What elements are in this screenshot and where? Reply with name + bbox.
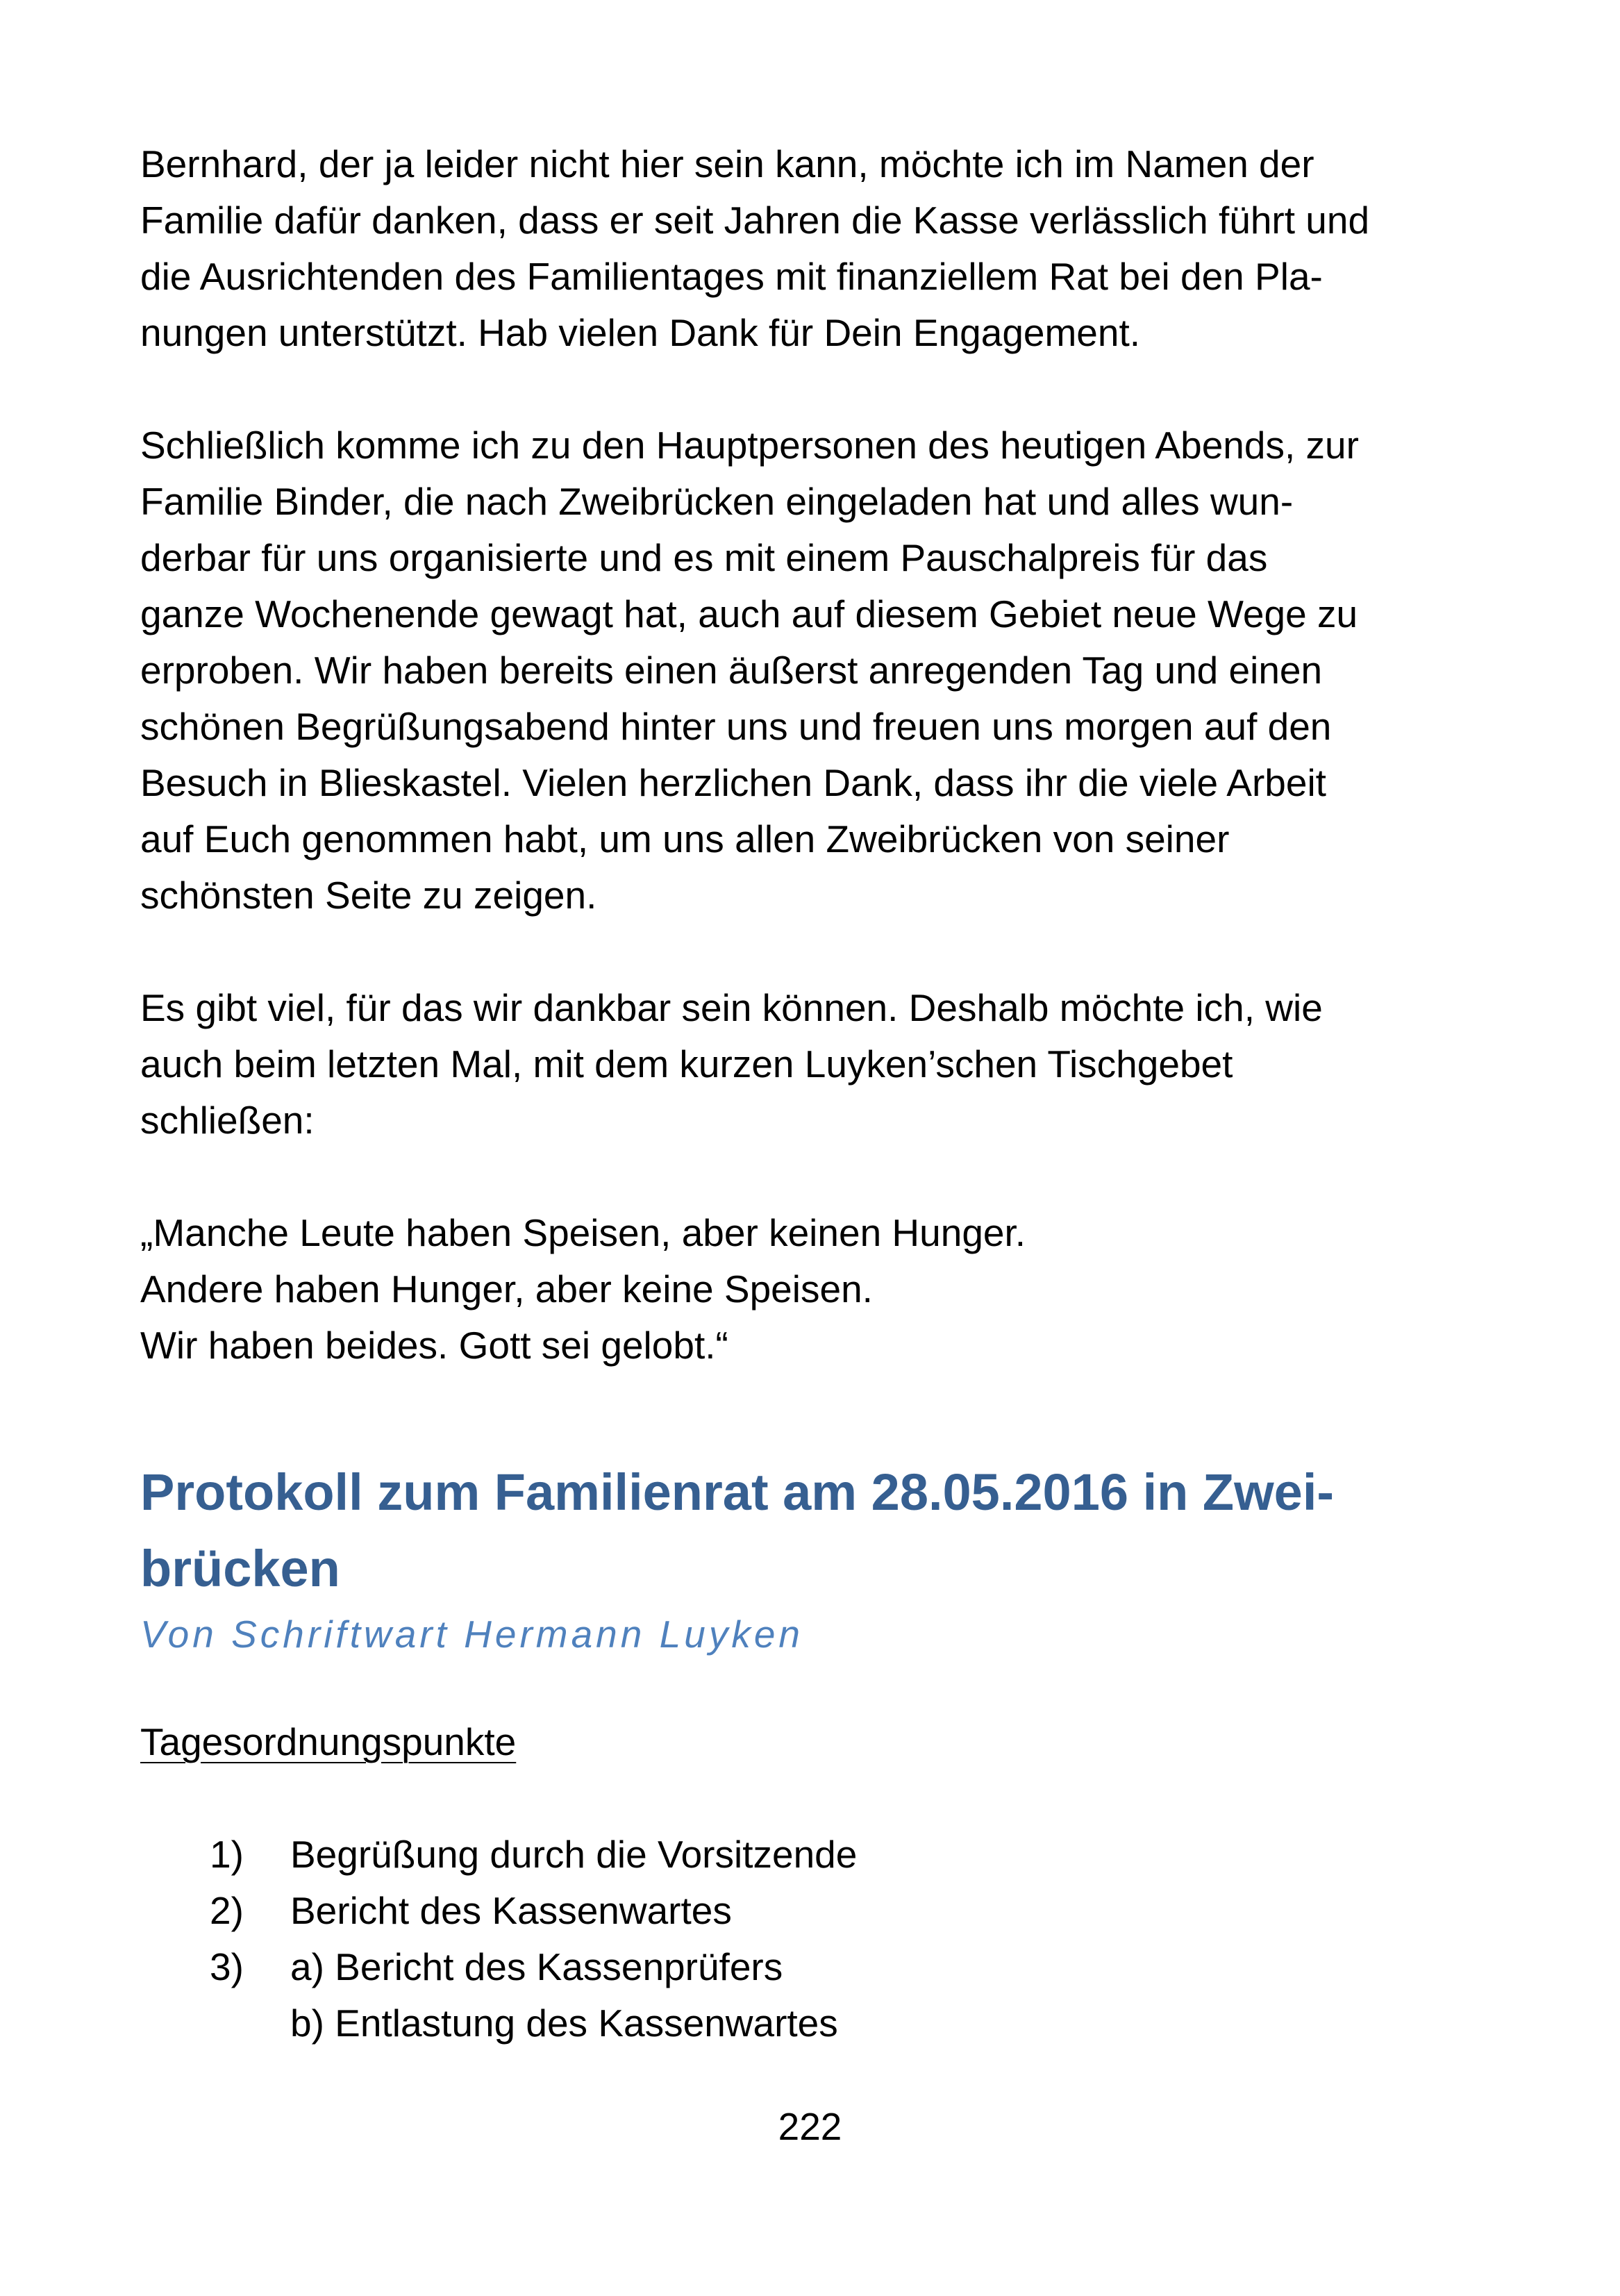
agenda-item-text: Begrüßung durch die Vorsitzende [290,1833,858,1876]
text-line: erproben. Wir haben bereits einen äußerst anregenden Tag und einen [140,649,1323,692]
text-line: Es gibt viel, für das wir dankbar sein können. Deshalb möchte ich, wie [140,986,1323,1029]
quote-line: Wir haben beides. Gott sei gelobt.“ [140,1324,728,1367]
text-line: Bernhard, der ja leider nicht hier sein kann, möchte ich im Namen der [140,142,1314,185]
agenda-item [140,1883,1494,1939]
agenda-item-number: 2) [210,1889,244,1932]
section-subtitle: Von Schriftwart Hermann Luyken [140,1613,803,1656]
table-prayer-quote [140,1205,1494,1374]
quote-line: Andere haben Hunger, aber keine Speisen. [140,1267,873,1311]
heading-line: Protokoll zum Familienrat am 28.05.2016 in Zwei- [140,1463,1335,1521]
paragraph-thanks-bernhard [140,136,1494,361]
quote-line: „Manche Leute haben Speisen, aber keinen Hunger. [140,1211,1026,1254]
text-line: Besuch in Blieskastel. Vielen herzlichen Dank, dass ihr die viele Arbeit [140,761,1326,804]
text-line: Familie dafür danken, dass er seit Jahren die Kasse verlässlich führt und [140,199,1370,242]
text-line: auch beim letzten Mal, mit dem kurzen Luyken’schen Tischgebet [140,1042,1233,1085]
text-line: ganze Wochenende gewagt hat, auch auf diesem Gebiet neue Wege zu [140,592,1358,635]
agenda-item-text: Bericht des Kassenwartes [290,1889,732,1932]
paragraph-thanks-binder [140,417,1494,924]
page-number: 222 [778,2105,842,2148]
section-heading [140,1454,1334,1607]
text-line: die Ausrichtenden des Familientages mit finanziellem Rat bei den Pla- [140,255,1323,298]
agenda-item-text: b) Entlastung des Kassenwartes [290,2002,838,2045]
agenda-item [140,1939,1494,1995]
paragraph-gap [140,924,1494,980]
agenda-item-continuation [140,1995,1494,2052]
paragraph-gap [140,1149,1494,1205]
paragraph-closing [140,980,1494,1149]
agenda-title: Tagesordnungspunkte [140,1720,517,1763]
document-page [140,136,1494,2045]
agenda-item-number: 1) [210,1833,244,1876]
text-line: Schließlich komme ich zu den Hauptpersonen des heutigen Abends, zur [140,424,1359,467]
heading-line: brücken [140,1540,340,1597]
text-line: nungen unterstützt. Hab vielen Dank für Dein Engagement. [140,311,1141,354]
agenda-item-text: a) Bericht des Kassenprüfers [290,1945,783,1988]
agenda-item-number: 3) [210,1945,244,1988]
text-line: schönen Begrüßungsabend hinter uns und freuen uns morgen auf den [140,705,1332,748]
text-line: schönsten Seite zu zeigen. [140,874,597,917]
agenda-item [140,1827,1494,1883]
paragraph-gap [140,361,1494,417]
text-line: schließen: [140,1099,315,1142]
text-line: derbar für uns organisierte und es mit einem Pauschalpreis für das [140,536,1268,579]
agenda-list [140,1827,1494,2052]
text-line: auf Euch genommen habt, um uns allen Zweibrücken von seiner [140,817,1230,860]
text-line: Familie Binder, die nach Zweibrücken eingeladen hat und alles wun- [140,480,1294,523]
